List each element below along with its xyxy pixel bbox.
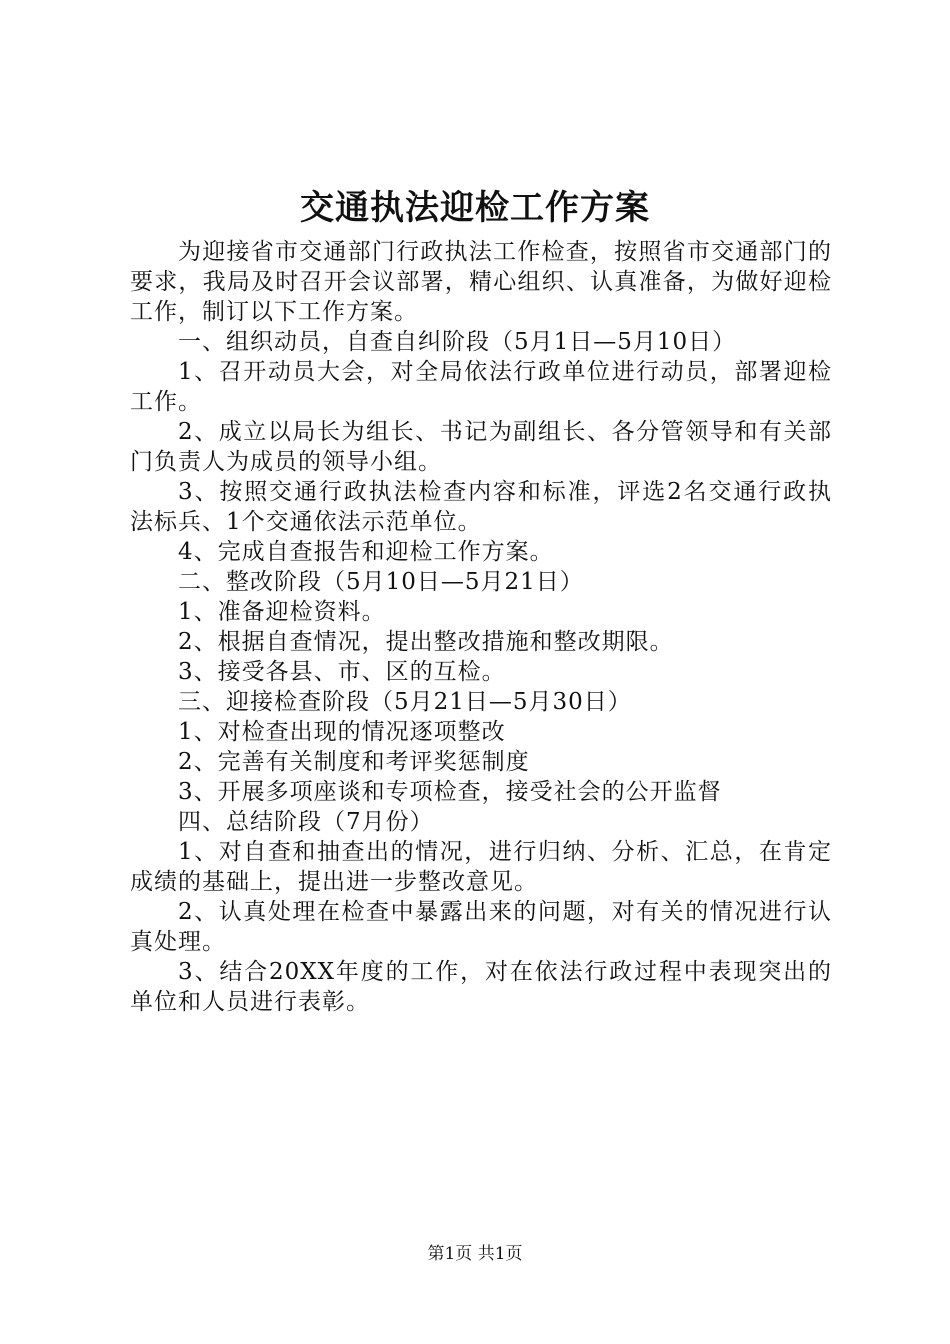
- list-item: 1、对检查出现的情况逐项整改: [178, 719, 506, 745]
- list-item: 3、按照交通行政执法检查内容和标准，评选2名交通行政执法标兵、1个交通依法示范单位。: [130, 479, 832, 535]
- list-item: 1、召开动员大会，对全局依法行政单位进行动员，部署迎检工作。: [130, 359, 832, 415]
- list-item: 2、认真处理在检查中暴露出来的问题，对有关的情况进行认真处理。: [130, 899, 832, 955]
- list-item: 2、完善有关制度和考评奖惩制度: [178, 749, 530, 775]
- section-heading-1: 一、组织动员，自查自纠阶段（5月1日—5月10日）: [178, 329, 737, 355]
- page-footer: 第1页 共1页: [427, 1244, 523, 1264]
- section-heading-2: 二、整改阶段（5月10日—5月21日）: [178, 569, 584, 595]
- list-item: 3、开展多项座谈和专项检查，接受社会的公开监督: [178, 779, 722, 805]
- section-heading-4: 四、总结阶段（7月份）: [178, 809, 434, 835]
- list-item: 2、成立以局长为组长、书记为副组长、各分管领导和有关部门负责人为成员的领导小组。: [130, 419, 832, 475]
- list-item: 3、结合20XX年度的工作，对在依法行政过程中表现突出的单位和人员进行表彰。: [130, 959, 832, 1015]
- section-heading-3: 三、迎接检查阶段（5月21日—5月30日）: [178, 689, 632, 715]
- list-item: 3、接受各县、市、区的互检。: [178, 659, 506, 685]
- list-item: 4、完成自查报告和迎检工作方案。: [178, 539, 554, 565]
- list-item: 1、准备迎检资料。: [178, 599, 386, 625]
- list-item: 1、对自查和抽查出的情况，进行归纳、分析、汇总，在肯定成绩的基础上，提出进一步整改意见。: [130, 839, 832, 895]
- document-body: [130, 237, 832, 1017]
- list-item: 2、根据自查情况，提出整改措施和整改期限。: [178, 629, 674, 655]
- page-title: 交通执法迎检工作方案: [300, 188, 650, 228]
- intro-paragraph: 为迎接省市交通部门行政执法工作检查，按照省市交通部门的要求，我局及时召开会议部署，精心组织、认真准备，为做好迎检工作，制订以下工作方案。: [130, 239, 832, 325]
